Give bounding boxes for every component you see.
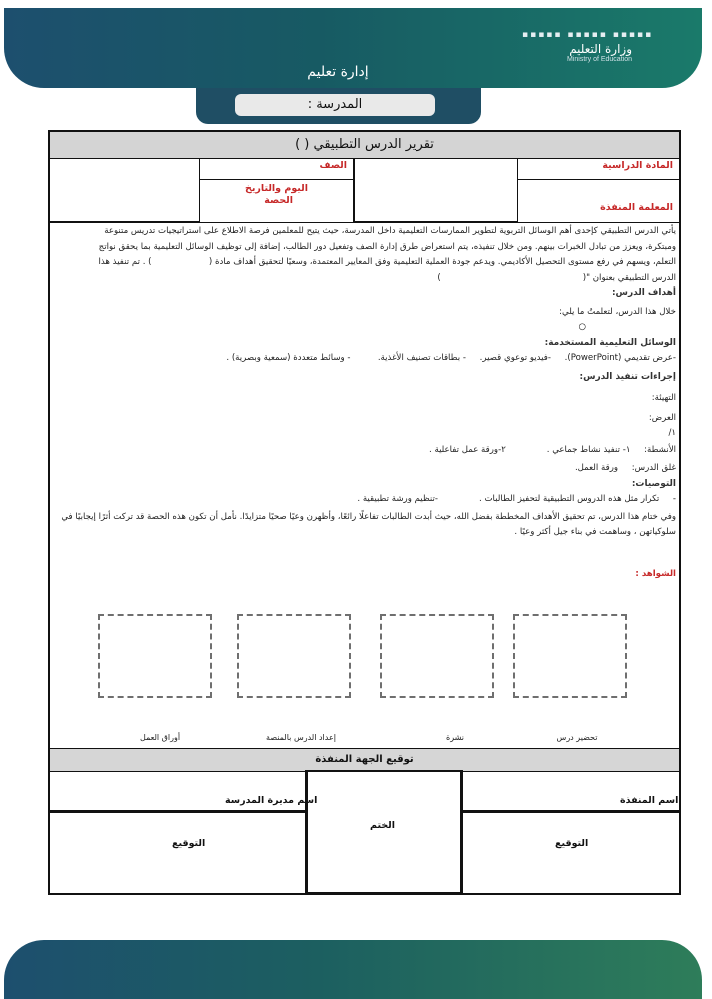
grade-value-cell[interactable] [50,158,200,222]
info-table-bottom-rule [50,222,679,223]
signature-right-label: التوقيع [555,838,589,849]
conclusion-line-2: سلوكياتهن ، وساهمت في بناء جيل أكثر وعيًا . [514,527,676,537]
activities-line: الأنشطة: ١- تنفيذ نشاط جماعي . ٢-ورقة عمل تفاعلية . [429,444,676,455]
ministry-name-en: Ministry of Education [567,56,632,63]
education-administration-label: إدارة تعليم [307,64,369,80]
day-period-cell [200,180,354,222]
evidence-box-bulletin[interactable] [380,614,494,698]
report-body [52,224,676,582]
intro-line-1: يأتي الدرس التطبيقي كإحدى أهم الوسائل التربوية لتطوير الممارسات التعليمية داخل المدرسة، حيث يتيح للمعلمين فرصة الاطلاع على استراتيجيات تدريس متنوعة [104,226,676,236]
grade-label-cell [200,158,354,180]
subject-label-cell [518,158,679,180]
signature-right-box[interactable] [461,811,679,894]
closure-line: غلق الدرس: ورقة العمل. [574,463,676,473]
footer-band [4,940,702,999]
teacher-label: المعلمة المنفذة [600,202,673,213]
evidence-box-lesson-prep[interactable] [513,614,627,698]
intro-step: التهيئة: [651,393,676,403]
report-title: تقرير الدرس التطبيقي ( ) [50,132,679,159]
objectives-heading: أهداف الدرس: [611,288,676,298]
ministry-name-ar: وزارة التعليم [569,42,632,56]
presentation-step: العرض: [648,412,676,423]
stamp-box[interactable] [306,770,462,894]
evidence-box-worksheets[interactable] [98,614,212,698]
tools-line: -عرض تقديمي (PowerPoint). -فيديو توعوي قصير. - بطاقات تصنيف الأغذية. - وسائط متعددة (سمعية وبصرية) . [226,353,676,363]
subject-value-cell[interactable] [354,158,518,222]
signature-left-label: التوقيع [172,838,206,849]
principal-name-label: اسم مديرة المدرسة [225,795,318,806]
recommendations-line: - تكرار مثل هذه الدروس التطبيقية لتحفيز الطالبات . -تنظيم ورشة تطبيقية . [357,494,676,504]
stamp-label: الختم [370,820,395,831]
grade-label: الصف [319,160,347,171]
objectives-line: خلال هذا الدرس، لتعلمتُ ما يلي: [559,306,676,317]
intro-line-4: الدرس التطبيقي بعنوان "( ) [437,272,676,283]
info-table [50,158,679,222]
evidence-heading: الشواهد : [635,568,676,579]
teacher-name-label: اسم المنفذة [620,795,679,806]
signature-header: توقيع الجهة المنفذة [50,748,679,772]
ministry-logo-pattern: ▪▪▪▪▪ ▪▪▪▪▪ ▪▪▪▪▪ [522,30,654,40]
period-label: الحصة [264,195,293,206]
evidence-caption-lesson-prep: تحضير درس [556,733,598,742]
intro-line-3: التعلم، ويسهم في رفع مستوى التحصيل الأكاديمي. ويدعم جودة العملية التعليمية وفق المعايير المعتمدة، وسعيًا لتحقيق أهداف مادة ( ) . تم تنفيذ هذا [98,257,676,267]
step-number: ١/ [668,428,676,438]
evidence-box-platform-prep[interactable] [237,614,351,698]
school-label: المدرسة : [235,94,435,116]
evidence-caption-worksheets: أوراق العمل [139,733,181,742]
tools-heading: الوسائل التعليمية المستخدمة: [544,337,676,348]
intro-line-2: ومبتكرة، ويعزز من تبادل الخبرات بينهم. ومن خلال تنفيذه، يتم استعراض طرق إدارة الصف وتفعيل دور الطالب، إضافة إلى توظيف الوسائل التعليمية بما يحقق نواتج [98,241,676,252]
ministry-logo [522,30,654,74]
day-date-label: اليوم والتاريخ [245,183,308,194]
teacher-label-cell [518,180,679,222]
evidence-caption-platform-prep: إعداد الدرس بالمنصة [266,733,336,742]
objectives-bullet: ○ [578,322,586,332]
subject-label: المادة الدراسية [602,160,673,171]
signature-left-box[interactable] [50,811,307,894]
recommendations-heading: التوصيات: [631,478,676,489]
conclusion-line-1: وفي ختام هذا الدرس، تم تحقيق الأهداف المخططة بفضل الله، حيث أبدت الطالبات تفاعلًا رائعًا، وأظهرن وعيًا صحيًا متزايدًا. نأمل أن تكون هذه الحصة قد تركت أثرًا إيجابيًا في [61,511,676,522]
procedures-heading: إجراءات تنفيذ الدرس: [579,371,676,382]
evidence-caption-bulletin: نشرة [446,733,464,742]
